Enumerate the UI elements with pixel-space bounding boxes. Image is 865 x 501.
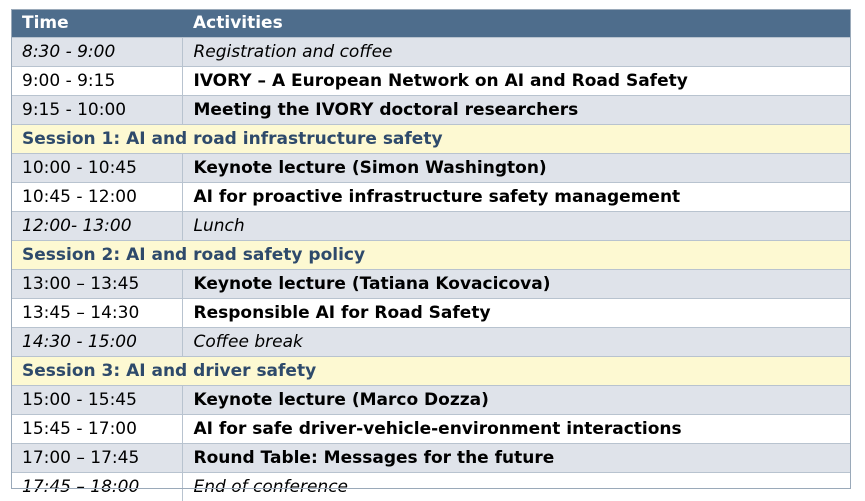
time-cell: 15:45 - 17:00: [11, 415, 182, 444]
time-cell: 14:30 - 15:00: [11, 328, 182, 357]
session-header-row: [11, 241, 851, 270]
session-title: Session 1: AI and road infrastructure safety: [11, 125, 851, 154]
activity-cell: Registration and coffee: [182, 38, 851, 67]
time-cell: 10:00 - 10:45: [11, 154, 182, 183]
activity-cell: Responsible AI for Road Safety: [182, 299, 851, 328]
agenda-row: [11, 415, 851, 444]
activity-cell: Round Table: Messages for the future: [182, 444, 851, 473]
agenda-row: [11, 299, 851, 328]
activity-cell: AI for proactive infrastructure safety management: [182, 183, 851, 212]
agenda-row: [11, 270, 851, 299]
activity-cell: Coffee break: [182, 328, 851, 357]
activity-cell: End of conference: [182, 473, 851, 501]
time-cell: 13:45 – 14:30: [11, 299, 182, 328]
time-cell: 15:00 - 15:45: [11, 386, 182, 415]
time-cell: 13:00 – 13:45: [11, 270, 182, 299]
activities-column-header: Activities: [182, 9, 851, 38]
session-title: Session 2: AI and road safety policy: [11, 241, 851, 270]
activity-cell: Keynote lecture (Simon Washington): [182, 154, 851, 183]
activity-cell: IVORY – A European Network on AI and Road Safety: [182, 67, 851, 96]
agenda-row: [11, 67, 851, 96]
break-row: [11, 212, 851, 241]
time-cell: 8:30 - 9:00: [11, 38, 182, 67]
session-header-row: [11, 357, 851, 386]
agenda-row: [11, 444, 851, 473]
break-row: [11, 328, 851, 357]
activity-cell: Keynote lecture (Tatiana Kovacicova): [182, 270, 851, 299]
break-row: [11, 38, 851, 67]
agenda-row: [11, 154, 851, 183]
time-cell: 17:45 – 18:00: [11, 473, 182, 501]
activity-cell: Keynote lecture (Marco Dozza): [182, 386, 851, 415]
time-column-header: Time: [11, 9, 182, 38]
session-title: Session 3: AI and driver safety: [11, 357, 851, 386]
header-row: [11, 9, 851, 38]
time-cell: 9:00 - 9:15: [11, 67, 182, 96]
schedule-table: [11, 9, 851, 501]
session-header-row: [11, 125, 851, 154]
schedule-body: [11, 38, 851, 501]
break-row: [11, 473, 851, 501]
time-cell: 9:15 - 10:00: [11, 96, 182, 125]
time-cell: 10:45 - 12:00: [11, 183, 182, 212]
agenda-row: [11, 386, 851, 415]
time-cell: 17:00 – 17:45: [11, 444, 182, 473]
agenda-row: [11, 183, 851, 212]
activity-cell: AI for safe driver-vehicle-environment interactions: [182, 415, 851, 444]
time-cell: 12:00- 13:00: [11, 212, 182, 241]
agenda-row: [11, 96, 851, 125]
activity-cell: Lunch: [182, 212, 851, 241]
activity-cell: Meeting the IVORY doctoral researchers: [182, 96, 851, 125]
